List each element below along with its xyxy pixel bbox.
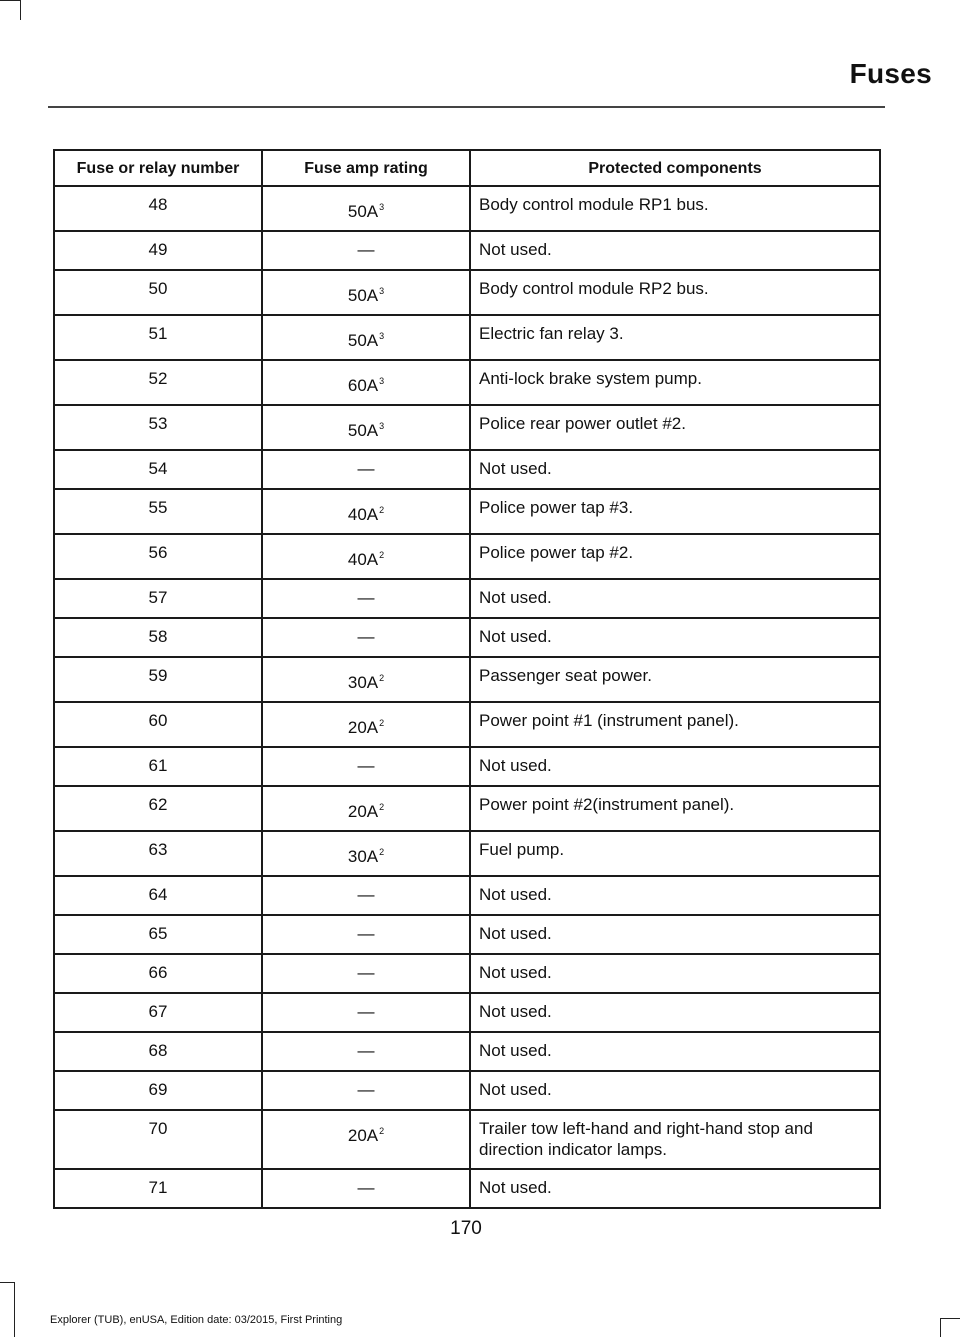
fuse-number: 63 (54, 831, 262, 876)
protected-component: Body control module RP1 bus. (470, 186, 880, 231)
table-row (54, 186, 880, 231)
table-row (54, 702, 880, 747)
amp-rating (262, 270, 470, 315)
table-row (54, 876, 880, 915)
crop-mark (20, 0, 21, 20)
table-row (54, 618, 880, 657)
amp-rating (262, 915, 470, 954)
footnote-marker: 3 (379, 202, 385, 212)
table-row (54, 657, 880, 702)
protected-component: Not used. (470, 618, 880, 657)
amp-rating (262, 993, 470, 1032)
protected-component: Not used. (470, 915, 880, 954)
page-number: 170 (450, 1218, 482, 1239)
protected-component: Not used. (470, 579, 880, 618)
fuse-number: 70 (54, 1110, 262, 1169)
protected-component: Not used. (470, 1169, 880, 1208)
table-row (54, 747, 880, 786)
protected-component: Not used. (470, 954, 880, 993)
amp-rating (262, 450, 470, 489)
amp-value: 40A (347, 505, 379, 524)
table-row (54, 1071, 880, 1110)
fuse-number: 61 (54, 747, 262, 786)
crop-mark (0, 1282, 14, 1283)
fuse-number: 66 (54, 954, 262, 993)
table-row (54, 831, 880, 876)
amp-rating (262, 747, 470, 786)
table-row (54, 786, 880, 831)
fuse-number: 65 (54, 915, 262, 954)
amp-rating (262, 702, 470, 747)
fuse-number: 57 (54, 579, 262, 618)
protected-component: Not used. (470, 747, 880, 786)
amp-value: — (357, 459, 375, 478)
table-row (54, 405, 880, 450)
amp-rating (262, 1110, 470, 1169)
amp-rating (262, 1032, 470, 1071)
amp-rating (262, 186, 470, 231)
footnote-marker: 2 (379, 802, 385, 812)
footnote-marker: 3 (379, 421, 385, 431)
amp-value: 20A (347, 802, 379, 821)
protected-component: Fuel pump. (470, 831, 880, 876)
footnote-marker: 3 (379, 286, 385, 296)
crop-mark (940, 1318, 960, 1319)
table-row (54, 360, 880, 405)
fuse-number: 56 (54, 534, 262, 579)
amp-value: 60A (347, 376, 379, 395)
amp-value: 30A (347, 847, 379, 866)
protected-component: Power point #1 (instrument panel). (470, 702, 880, 747)
amp-value: — (357, 1178, 375, 1197)
table-row (54, 993, 880, 1032)
fuse-table (53, 149, 881, 1209)
table-row (54, 1110, 880, 1169)
footnote-marker: 2 (379, 550, 385, 560)
amp-rating (262, 405, 470, 450)
crop-mark (14, 1282, 15, 1337)
crop-mark (940, 1318, 941, 1337)
amp-value: — (357, 240, 375, 259)
table-row (54, 315, 880, 360)
amp-rating (262, 657, 470, 702)
amp-value: — (357, 885, 375, 904)
footer-edition: Explorer (TUB), enUSA, Edition date: 03/2015, First Printing (50, 1314, 343, 1326)
footnote-marker: 3 (379, 331, 385, 341)
amp-value: — (357, 924, 375, 943)
amp-rating (262, 231, 470, 270)
amp-rating (262, 954, 470, 993)
amp-value: — (357, 1041, 375, 1060)
amp-value: 50A (347, 286, 379, 305)
protected-component: Not used. (470, 450, 880, 489)
amp-value: 30A (347, 673, 379, 692)
protected-component: Police power tap #3. (470, 489, 880, 534)
amp-rating (262, 1071, 470, 1110)
amp-value: — (357, 1002, 375, 1021)
fuse-number: 53 (54, 405, 262, 450)
protected-component: Passenger seat power. (470, 657, 880, 702)
header-fuse-number: Fuse or relay number (54, 150, 262, 186)
fuse-number: 48 (54, 186, 262, 231)
header-amp-rating: Fuse amp rating (262, 150, 470, 186)
crop-mark (0, 0, 20, 1)
table-row (54, 231, 880, 270)
table-row (54, 270, 880, 315)
protected-component: Police power tap #2. (470, 534, 880, 579)
amp-rating (262, 534, 470, 579)
protected-component: Not used. (470, 993, 880, 1032)
fuse-number: 51 (54, 315, 262, 360)
amp-rating (262, 876, 470, 915)
protected-component: Electric fan relay 3. (470, 315, 880, 360)
amp-value: — (357, 1080, 375, 1099)
protected-component: Anti-lock brake system pump. (470, 360, 880, 405)
amp-value: — (357, 627, 375, 646)
amp-rating (262, 618, 470, 657)
amp-rating (262, 489, 470, 534)
protected-component: Not used. (470, 876, 880, 915)
protected-component: Police rear power outlet #2. (470, 405, 880, 450)
table-row (54, 915, 880, 954)
table-row (54, 1169, 880, 1208)
fuse-number: 68 (54, 1032, 262, 1071)
amp-rating (262, 786, 470, 831)
footnote-marker: 2 (379, 718, 385, 728)
fuse-number: 62 (54, 786, 262, 831)
footnote-marker: 3 (379, 376, 385, 386)
amp-value: — (357, 756, 375, 775)
fuse-number: 71 (54, 1169, 262, 1208)
footnote-marker: 2 (379, 505, 385, 515)
fuse-number: 50 (54, 270, 262, 315)
fuse-number: 64 (54, 876, 262, 915)
title-divider (48, 106, 885, 108)
amp-value: 20A (347, 1126, 379, 1145)
amp-value: 50A (347, 202, 379, 221)
amp-value: — (357, 963, 375, 982)
fuse-number: 54 (54, 450, 262, 489)
fuse-number: 49 (54, 231, 262, 270)
fuse-number: 58 (54, 618, 262, 657)
footnote-marker: 2 (379, 1126, 385, 1136)
protected-component: Not used. (470, 1032, 880, 1071)
fuse-number: 55 (54, 489, 262, 534)
protected-component: Power point #2(instrument panel). (470, 786, 880, 831)
fuse-number: 60 (54, 702, 262, 747)
protected-component: Body control module RP2 bus. (470, 270, 880, 315)
amp-rating (262, 315, 470, 360)
protected-component: Not used. (470, 231, 880, 270)
table-header-row (54, 150, 880, 186)
amp-value: 50A (347, 331, 379, 350)
table-row (54, 579, 880, 618)
table-row (54, 1032, 880, 1071)
fuse-number: 59 (54, 657, 262, 702)
footnote-marker: 2 (379, 673, 385, 683)
fuse-number: 69 (54, 1071, 262, 1110)
table-row (54, 954, 880, 993)
amp-value: 40A (347, 550, 379, 569)
amp-value: — (357, 588, 375, 607)
amp-rating (262, 831, 470, 876)
amp-value: 20A (347, 718, 379, 737)
fuse-number: 52 (54, 360, 262, 405)
table-row (54, 534, 880, 579)
footnote-marker: 2 (379, 847, 385, 857)
fuse-table-body (54, 186, 880, 1208)
amp-rating (262, 1169, 470, 1208)
amp-value: 50A (347, 421, 379, 440)
page-title: Fuses (849, 58, 932, 89)
fuse-number: 67 (54, 993, 262, 1032)
amp-rating (262, 579, 470, 618)
table-row (54, 450, 880, 489)
protected-component: Not used. (470, 1071, 880, 1110)
header-protected-components: Protected components (470, 150, 880, 186)
table-row (54, 489, 880, 534)
amp-rating (262, 360, 470, 405)
protected-component: Trailer tow left-hand and right-hand stop and direction indicator lamps. (470, 1110, 880, 1169)
